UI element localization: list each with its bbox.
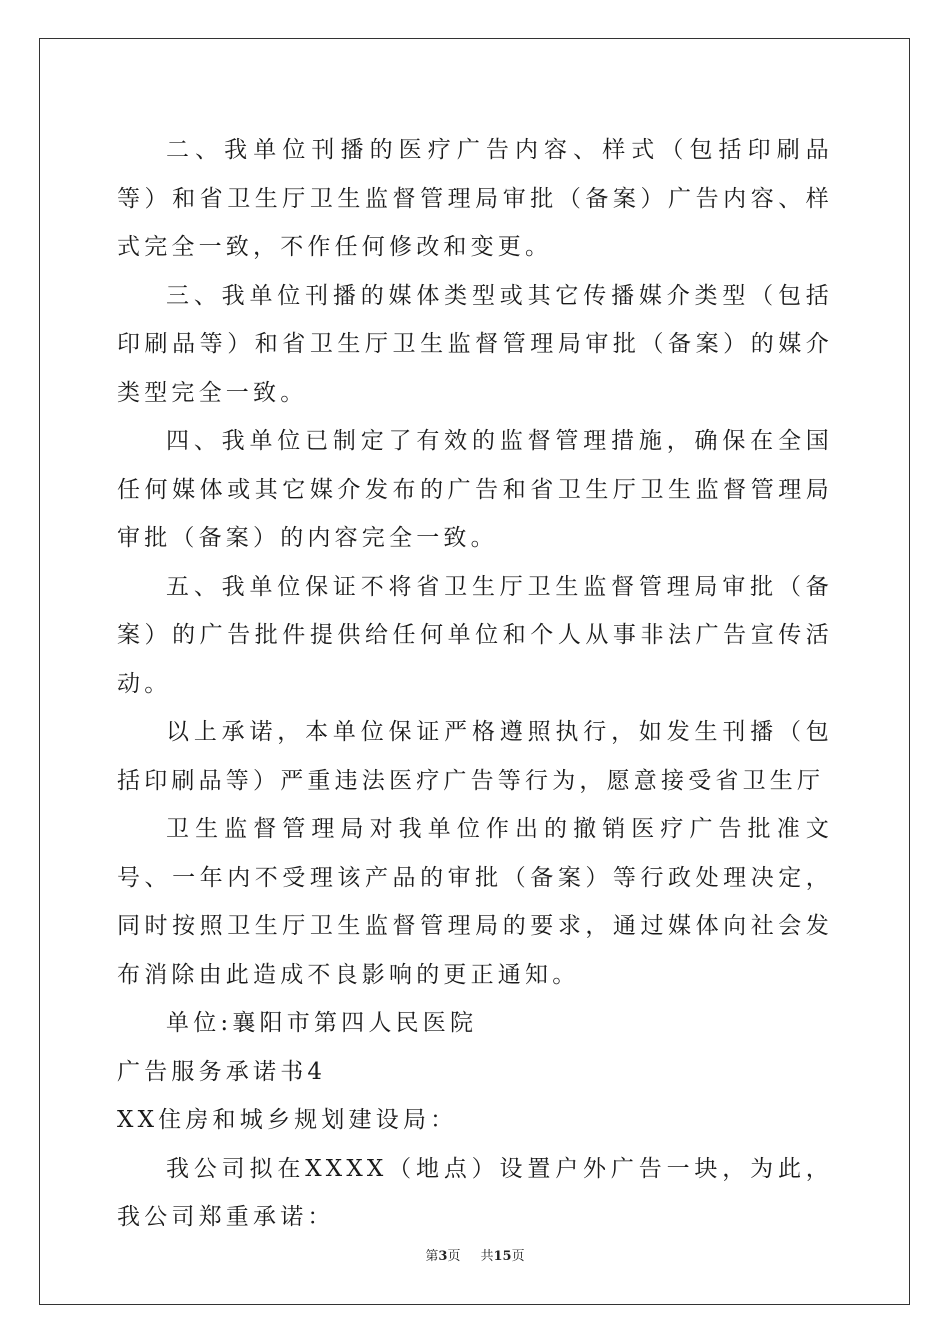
section-title: 广告服务承诺书4: [117, 1058, 327, 1085]
page-footer: [0, 1248, 950, 1266]
signature-unit: 单位:襄阳市第四人民医院: [166, 1010, 478, 1036]
page-label-pre: 第: [425, 1249, 439, 1264]
page-total: 15: [493, 1249, 512, 1264]
addressee: XX住房和城乡规划建设局：: [117, 1107, 458, 1133]
paragraph-5: 五、我单位保证不将省卫生厅卫生监督管理局审批（备案）的广告批件提供给任何单位和个人从事非法广告宣传活动。: [117, 573, 833, 697]
page-current: 3: [438, 1249, 448, 1264]
paragraph-intro: 我公司拟在XXXX（地点）设置户外广告一块，为此，我公司郑重承诺：: [117, 1155, 833, 1230]
document-body: [117, 126, 833, 1242]
paragraph-2: 二、我单位刊播的医疗广告内容、样式（包括印刷品等）和省卫生厅卫生监督管理局审批（备案）广告内容、样式完全一致，不作任何修改和变更。: [117, 137, 833, 260]
total-label-post: 页: [511, 1249, 525, 1264]
paragraph-3: 三、我单位刊播的媒体类型或其它传播媒介类型（包括印刷品等）和省卫生厅卫生监督管理局审批（备案）的媒介类型完全一致。: [117, 282, 833, 406]
page-label-post: 页: [447, 1249, 461, 1264]
paragraph-4: 四、我单位已制定了有效的监督管理措施，确保在全国任何媒体或其它媒介发布的广告和省卫生厅卫生监督管理局审批（备案）的内容完全一致。: [117, 428, 833, 551]
total-label-pre: 共: [480, 1249, 494, 1264]
paragraph-commitment: 以上承诺，本单位保证严格遵照执行，如发生刊播（包括印刷品等）严重违法医疗广告等行为，愿意接受省卫生厅: [117, 719, 833, 794]
paragraph-commitment-cont: 卫生监督管理局对我单位作出的撤销医疗广告批准文号、一年内不受理该产品的审批（备案）等行政处理决定，同时按照卫生厅卫生监督管理局的要求，通过媒体向社会发布消除由此造成不良影响的更正通知。: [117, 816, 833, 988]
